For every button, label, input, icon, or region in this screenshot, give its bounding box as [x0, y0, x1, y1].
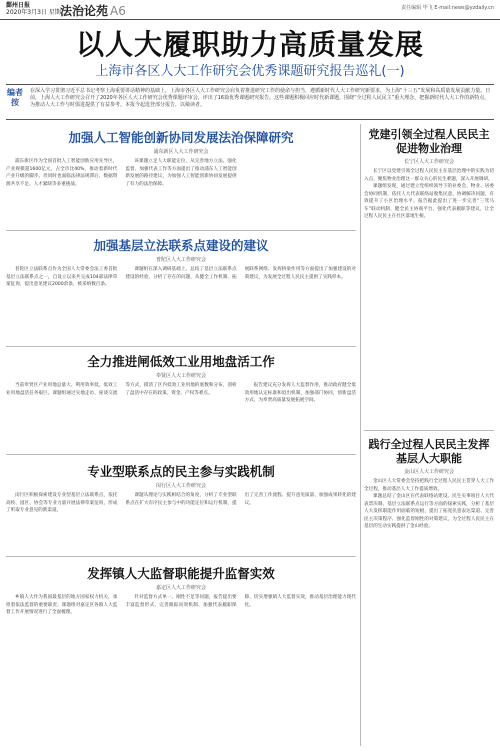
article-paragraph: 课题组在深入调研基础上，总结了基层立法联系点建设的经验，分析了存在的问题，从健全工作机制、拓展联系网络、发挥桥梁作用等方面提出了加强建设的对策建议，为发展全过程人民民主提供了实践样本。 — [125, 267, 356, 280]
article-title: 党建引领全过程人民民主促进物业治理 — [368, 128, 490, 155]
article-township-supervision — [6, 560, 356, 746]
article-legislative-contact — [6, 232, 356, 344]
article-byline: 奉贤区人大工作研究会 — [155, 373, 206, 379]
divider — [6, 556, 356, 557]
article-paragraph: 报告建议充分发挥人大监督作用，推动政府健全低效用地认定标准和退出机制，加强部门协同，创新盘活方式，为奉贤高质量发展拓展空间。 — [244, 383, 356, 403]
article-paragraph: 闵行区积极探索建设专业型基层立法联系点，依托高校、园区、协会等专业力量开展法律草案征询，形成了听取专业意见的新渠道。 — [6, 493, 118, 513]
divider — [6, 454, 356, 455]
editor-info: 责任编辑 毕飞 E-mail:news@yzdaily.cn — [401, 5, 494, 11]
article-jinshan-democracy — [364, 434, 494, 746]
headline: 以人大履职助力高质量发展 — [75, 28, 424, 61]
article-byline: 闵行区人大工作研究会 — [155, 483, 206, 489]
article-paragraph: 当前奉贤区产业用地总量大、利用效率低，低效工业用地盘活任务艰巨。课题组通过实地走访、座谈交流等方式，摸清了区内低效工业用地的底数和分布，剖析了盘活中存在的政策、资金、产权等难点。 — [6, 383, 237, 396]
article-professional-contact — [6, 458, 356, 554]
article-paragraph: 乡镇人大作为我国最基层的地方国家权力机关，承担着依法监督的重要职责。课题组对嘉定区各镇人大监督工作开展情况进行了全面梳理。 — [6, 595, 118, 615]
column-rule — [360, 124, 361, 746]
article-byline: 长宁区人大工作研究会 — [403, 159, 454, 165]
subheadline: 上海市各区人大工作研究会优秀课题研究报告巡礼(一) — [95, 64, 405, 79]
article-byline: 金山区人大工作研究会 — [403, 469, 454, 475]
issue-date: 2020年3月3日 星期二 — [6, 9, 67, 16]
paper-name: 鄞州日报 — [6, 2, 31, 9]
article-byline: 浦东新区人大工作研究会 — [153, 149, 209, 155]
article-paragraph: 该课题立足人大职能定位，从完善地方立法、强化监督、加强代表工作等方面提出了推动浦东人工智能创新发展的路径建议，为加强人工智能创新协同发展提供了有力的法治保障。 — [125, 159, 237, 187]
article-title: 专业型联系点的民主参与实践机制 — [87, 464, 275, 479]
article-paragraph: 浦东新区作为全国首批人工智能创新应用先导区，产业规模超1600亿元，占全市比40%，推动着新时代产业升级的脚步。但同时也面临法律法规滞后、数据资源共享不足、人才紧缺等多重挑战。 — [6, 159, 118, 187]
article-property-governance — [364, 124, 494, 428]
editor-note-text: 在深入学习贯彻习近平总书记考察上海重要讲话精神的基础上，上海市各区人大工作研究会肩负着推进研究工作的使命与担当，遵循新时代人大工作研究新要求，为上海“十三五”发展和高质量发展贡献力量。日前，上海人大工作研究会召开了2020年各区人大工作研究会优秀课题评审会，评出了16篇优秀课题研究报告。这些课题积极回应时代新课题，围绕“全过程人民民主”重大理念，把握新时代人大工作的新特点，为推动人大工作与时俱进提供了有益参考。本报今起选登部分报告，以飨读者。 — [30, 88, 491, 108]
masthead — [6, 2, 67, 16]
article-title: 全力推进闸低效工业用地盘活工作 — [87, 354, 275, 369]
page-header — [0, 0, 500, 20]
article-byline: 嘉定区人大工作研究会 — [155, 585, 206, 591]
editor-note-label: 编者按 — [7, 88, 23, 107]
article-ai — [6, 124, 356, 228]
article-paragraph: 普陀区立法联系点作为全国人大常委会法工委首批基层立法联系点之一，自设立以来共完成104部法律草案征询，提出意见建议2000余条，被采纳数百条。 — [6, 267, 118, 287]
article-paragraph: 金山区人大常委会坚持把践行全过程人民民主贯穿人大工作全过程，推动基层人大工作提质增效。 — [364, 479, 494, 492]
section-name — [60, 2, 126, 19]
divider — [6, 346, 356, 347]
article-title: 加强人工智能创新协同发展法治保障研究 — [68, 130, 294, 145]
article-title: 加强基层立法联系点建设的建议 — [93, 238, 269, 253]
article-paragraph: 课题组发现，通过建立党组织领导下的业委会、物业、居委会协同机制，依托人大代表联络站收集民意、协调解决问题，有效提升了小区治理水平。报告据此提出了进一步完善“三驾马车”联动机制、健全民主协商平台、强化代表履职等建议，让全过程人民民主在社区落地生根。 — [364, 184, 494, 219]
article-title: 发挥镇人大监督职能提升监督实效 — [87, 566, 275, 581]
article-title: 践行全过程人民民主发挥基层人大职能 — [368, 438, 490, 465]
section-label: 法治论苑 — [60, 4, 109, 18]
article-paragraph: 长宁区以党建引领全过程人民民主在基层治理中的实践为切入点，聚焦物业治理这一群众关心的民生难题，深入开展调研。 — [364, 169, 494, 182]
divider — [6, 230, 356, 231]
editor-note — [6, 84, 494, 120]
article-byline: 普陀区人大工作研究会 — [155, 257, 206, 263]
article-paragraph: 课题从理论与实践相结合的角度，分析了专业型联系点在扩大有序民主参与中的功能定位和运行机制，提出了完善工作流程、提升意见质量、加强成果转化的建议。 — [125, 493, 356, 506]
divider — [364, 430, 494, 431]
article-paragraph: 课题总结了金山区在代表联络站建设、民生实事项目人大代表票决制、基层立法联系点运行等方面的探索实践，分析了基层人大发挥职能作用面临的短板，提出了拓宽民意表达渠道、完善民主决策程序、强化监督刚性的对策建议，为全过程人民民主在基层的生动实践提供了金山经验。 — [364, 494, 494, 529]
page-number: A6 — [110, 4, 126, 18]
article-industrial-land — [6, 348, 356, 452]
article-paragraph: 针对监督方式单一、刚性不足等问题，报告提出要丰富监督形式、完善跟踪问效机制、加强代表履职保障，切实增强镇人大监督实效，推动基层治理能力现代化。 — [125, 595, 356, 608]
